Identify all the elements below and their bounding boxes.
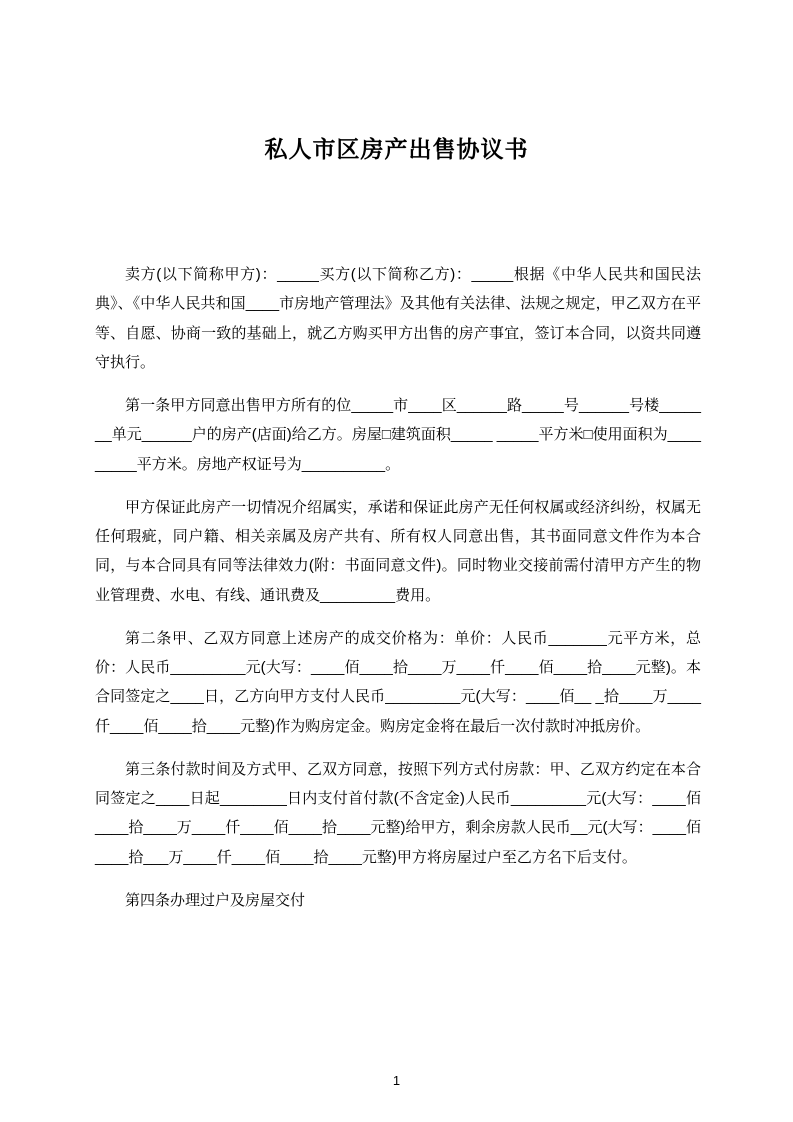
paragraph-1: 卖方(以下简称甲方)：_____买方(以下简称乙方)：_____根据《中华人民共和国民法典》、《中华人民共和国____市房地产管理法》及其他有关法律、法规之规定，甲乙双方在平等、自愿、协商一致的基础上，就乙方购买甲方出售的房产事宜，签订本合同，以资共同遵守执行。 <box>95 266 701 371</box>
page-title: 私人市区房产出售协议书 <box>264 136 529 162</box>
document-body <box>0 260 793 915</box>
page-number: 1 <box>392 1073 401 1088</box>
paragraph-4: 第二条甲、乙双方同意上述房产的成交价格为：单价：人民币_______元平方米，总价：人民币_________元(大写：____佰____拾____万____仟____佰____拾____元整)。本合同签定之____日，乙方向甲方支付人民币_________元(大写：____佰__ _拾____万____仟____佰____拾____元整)作为购房定金。购房定金将在最后一次付款时冲抵房价。 <box>95 629 701 735</box>
paragraph-5: 第三条付款时间及方式甲、乙双方同意，按照下列方式付房款：甲、乙双方约定在本合同签定之____日起________日内支付首付款(不含定金)人民币_________元(大写：____佰____拾____万____仟____佰____拾____元整)给甲方，剩余房款人民币__元(大写：____佰____拾___万____仟____佰____拾____元整)甲方将房屋过户至乙方名下后支付。 <box>95 760 701 866</box>
paragraph-2: 第一条甲方同意出售甲方所有的位_____市____区______路_____号______号楼_______单元______户的房产(店面)给乙方。房屋□建筑面积_____ _____平方米□使用面积为_________平方米。房地产权证号为__________。 <box>95 397 701 473</box>
paragraph-3: 甲方保证此房产一切情况介绍属实，承诺和保证此房产无任何权属或经济纠纷，权属无任何瑕疵，同户籍、相关亲属及房产共有、所有权人同意出售，其书面同意文件作为本合同，与本合同具有同等法律效力(附：书面同意文件)。同时物业交接前需付清甲方产生的物业管理费、水电、有线、通讯费及_________费用。 <box>95 498 701 604</box>
paragraph-6: 第四条办理过户及房屋交付 <box>125 891 306 909</box>
